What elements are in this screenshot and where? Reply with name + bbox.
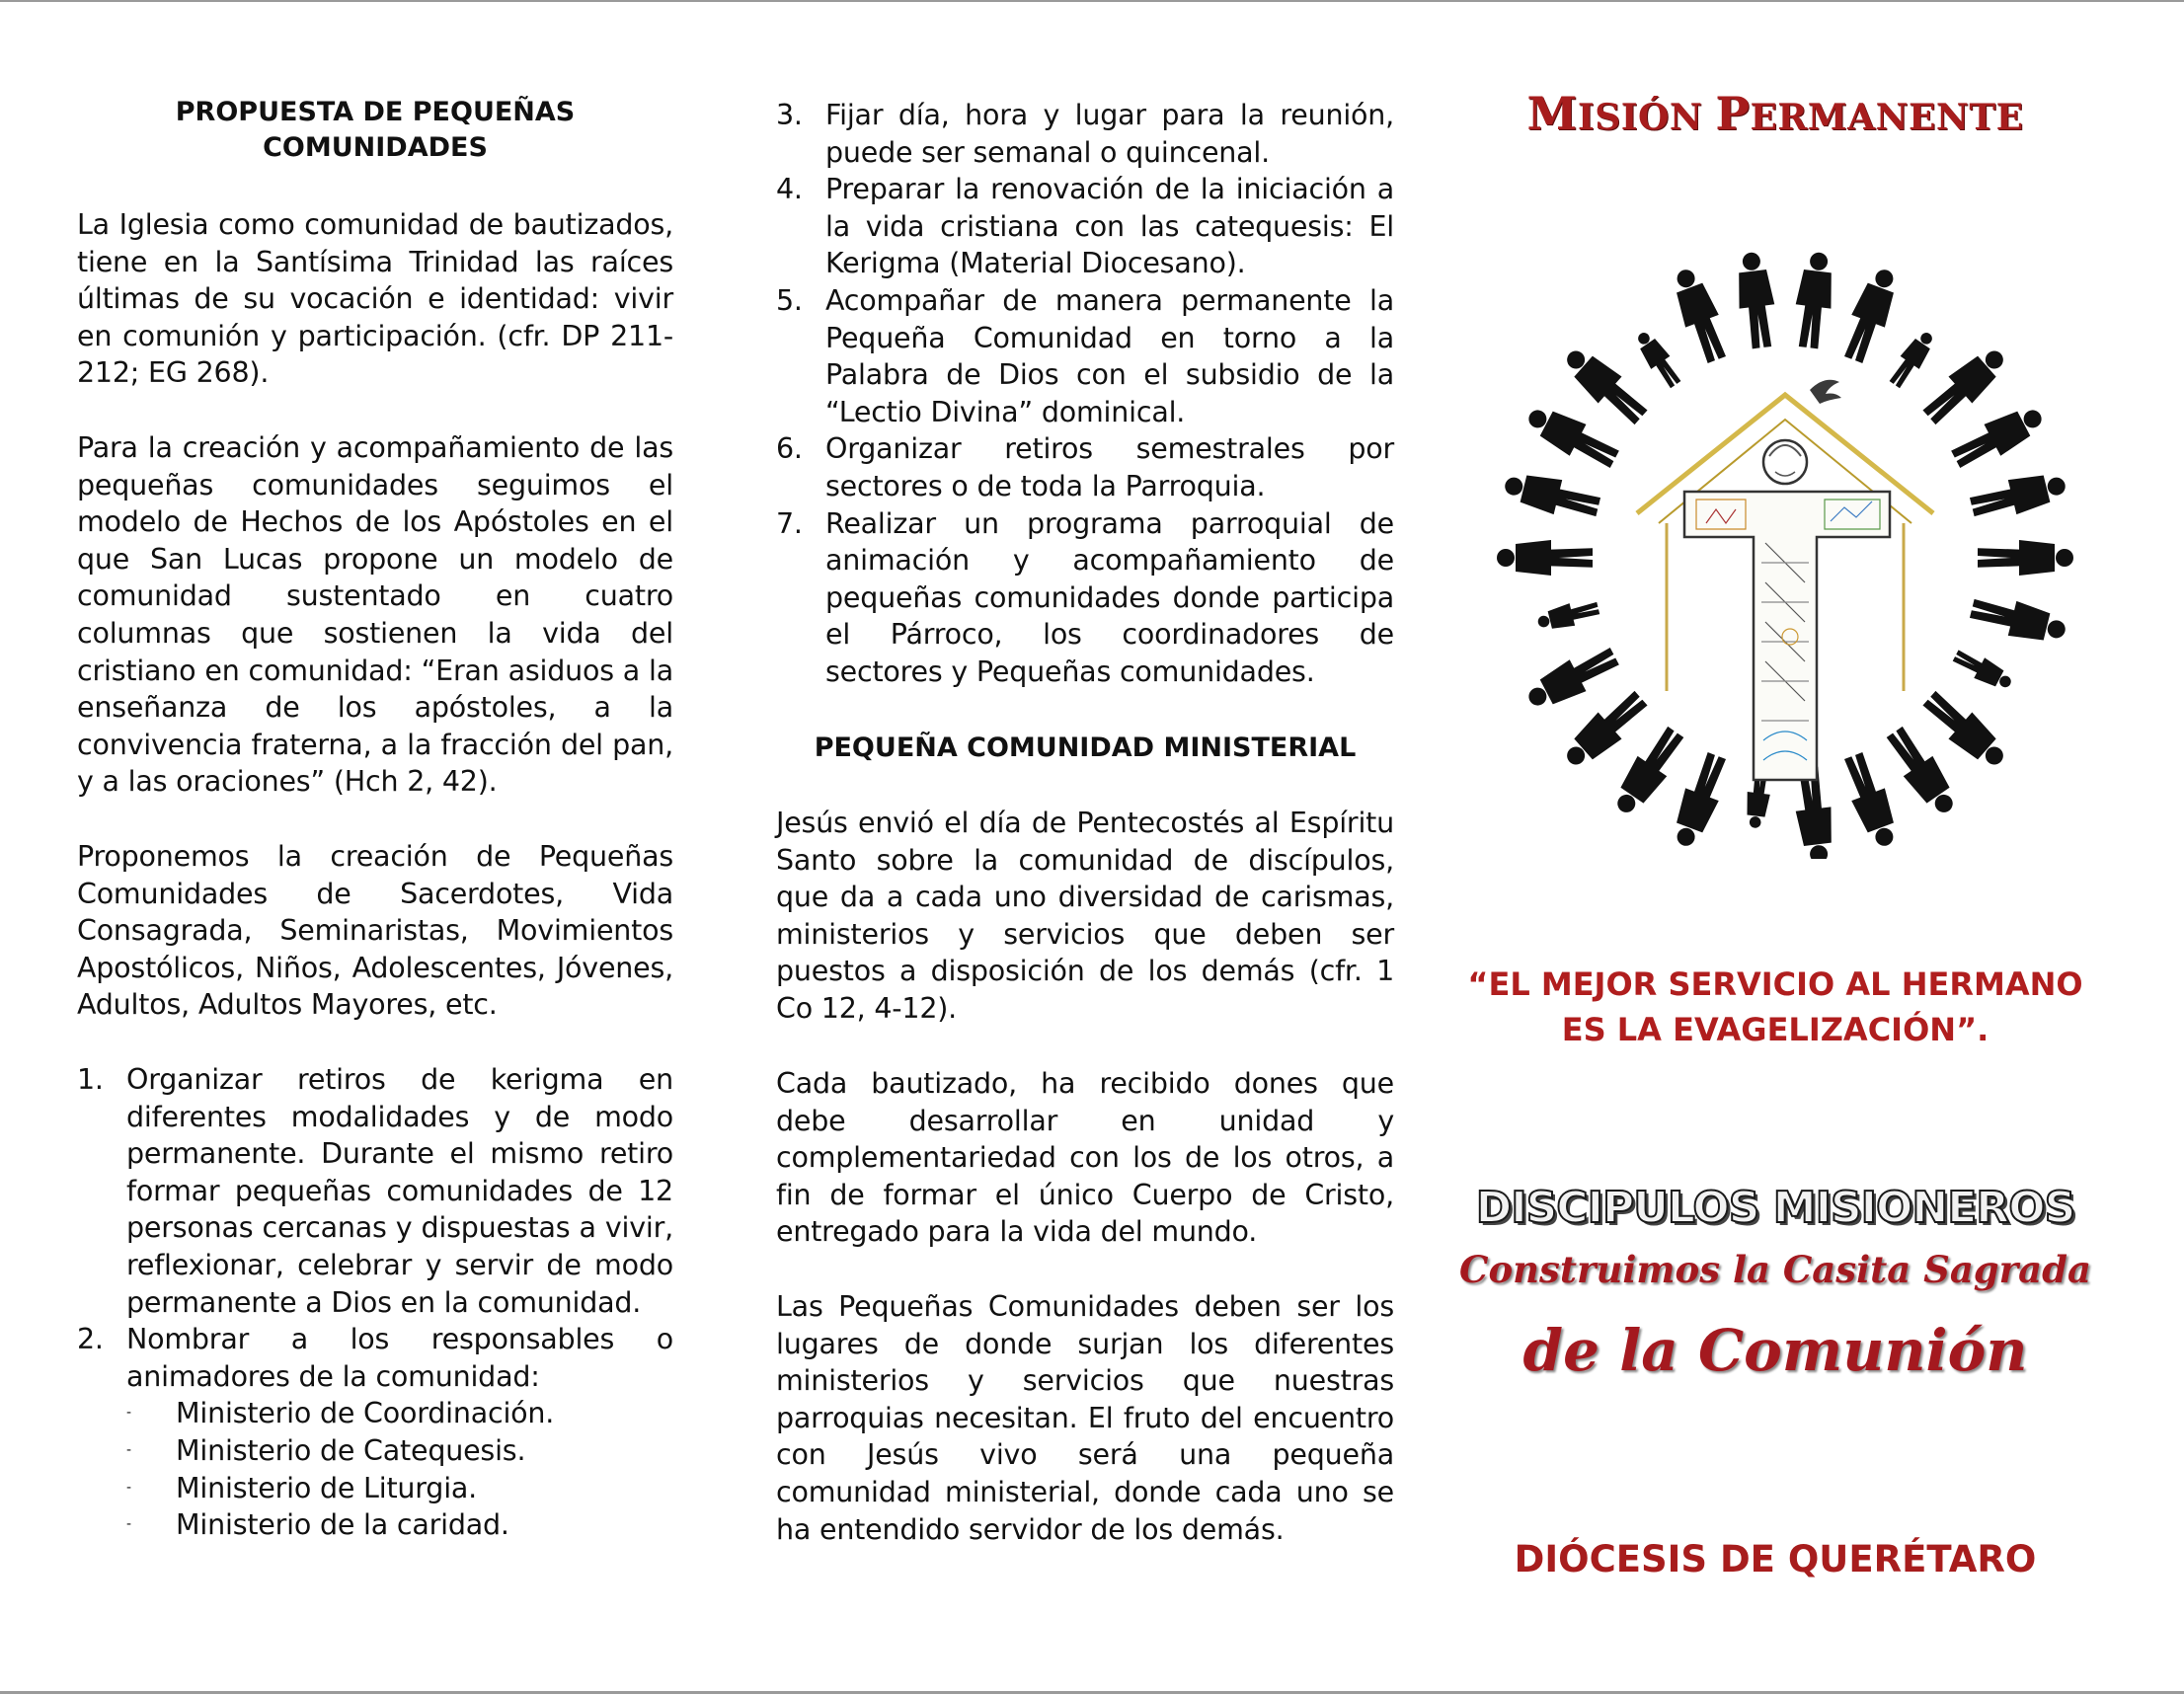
- person-silhouette-icon: [1791, 251, 1837, 350]
- middle-paragraph-1: Jesús envió el día de Pentecostés al Espíritu Santo sobre la comunidad de discípulos, que da a cada uno diversidad de carismas, ministerios y servicios que deben ser puestos a disposición de los demás (cfr. 1 Co 12, 4-12).: [776, 807, 1394, 1025]
- list-item: [77, 1321, 673, 1544]
- ministry-item-text: Ministerio de Catequesis.: [176, 1433, 526, 1467]
- person-silhouette-icon: [1557, 341, 1653, 430]
- dash-bullet: -: [126, 1441, 131, 1458]
- list-item-number: 7.: [776, 506, 803, 540]
- dash-bullet: -: [126, 1516, 131, 1533]
- logo-graphic: [1489, 227, 2081, 859]
- list-item-text: Preparar la renovación de la iniciación a la vida cristiana con las catequesis: El Kerigma (Material Diocesano).: [825, 173, 1394, 280]
- dash-bullet: -: [126, 1405, 131, 1422]
- list-item-text: Nombrar a los responsables o animadores de la comunidad:: [126, 1323, 673, 1393]
- list-item: [776, 282, 1394, 430]
- mission-title-initial-p: P: [1715, 87, 1751, 140]
- left-heading-line1: PROPUESTA DE PEQUEÑAS: [175, 97, 576, 127]
- list-item-text: Realizar un programa parroquial de animación y acompañamiento de pequeñas comunidades donde participa el Párroco, los coordinadores de sectores y Pequeñas comunidades.: [825, 506, 1394, 688]
- ministry-item-text: Ministerio de Liturgia.: [176, 1471, 478, 1504]
- disciples-subtitle-1: Construimos la Casita Sagrada: [1459, 1248, 2091, 1291]
- people-circle-cross-logo: [1489, 227, 2081, 859]
- mission-title-rest-2: ERMANENTE: [1750, 97, 2024, 138]
- person-silhouette-icon: [1885, 327, 1939, 391]
- list-item-number: 1.: [77, 1063, 104, 1096]
- person-silhouette-icon: [1497, 540, 1593, 576]
- disciples-subtitle-2: de la Comunión: [1522, 1317, 2028, 1384]
- person-silhouette-icon: [1667, 749, 1734, 851]
- person-silhouette-icon: [1631, 327, 1685, 391]
- ministry-item: [126, 1432, 673, 1470]
- list-item-number: 2.: [77, 1323, 104, 1356]
- diocese-name: DIÓCESIS DE QUERÉTARO: [1514, 1538, 2037, 1580]
- list-item-number: 5.: [776, 283, 803, 317]
- person-silhouette-icon: [1521, 399, 1623, 475]
- person-silhouette-icon: [1733, 251, 1779, 350]
- motto-line-1: “EL MEJOR SERVICIO AL HERMANO: [1467, 965, 2083, 1003]
- list-item-number: 3.: [776, 99, 803, 131]
- left-paragraph-2: Para la creación y acompañamiento de las pequeñas comunidades seguimos el modelo de Hechos de los Apóstoles en el que San Lucas propone un modelo de comunidad sustentado en cuatro columnas que sostienen la vida del cristiano en comunidad: “Eran asiduos a la enseñanza de los apóstoles, a la convivencia fraterna, a la fracción del pan, y a las oraciones” (Hch 2, 42).: [77, 431, 673, 799]
- holy-spirit-dove-icon: [1810, 380, 1841, 404]
- left-heading-line2: COMUNIDADES: [263, 132, 488, 163]
- person-silhouette-icon: [1950, 646, 2015, 695]
- middle-numbered-list: [776, 97, 1394, 691]
- middle-heading: PEQUEÑA COMUNIDAD MINISTERIAL: [814, 732, 1357, 763]
- list-item: [77, 1061, 673, 1321]
- list-item-text: Organizar retiros de kerigma en diferentes modalidades y de modo permanente. Durante el mismo retiro formar pequeñas comunidades de 12 personas cercanas y dispuestas a vivir, reflexionar, celebrar y servir de modo permanente a Dios en la comunidad.: [126, 1063, 673, 1319]
- ministry-item: [126, 1506, 673, 1544]
- ministry-item: [126, 1470, 673, 1507]
- mission-title: [1449, 87, 2101, 140]
- mission-title-initial-m: M: [1526, 87, 1578, 140]
- person-silhouette-icon: [1917, 341, 2013, 430]
- ministry-item-text: Ministerio de la caridad.: [176, 1508, 509, 1542]
- ministry-item: [126, 1395, 673, 1432]
- left-paragraph-3: Proponemos la creación de Pequeñas Comunidades de Sacerdotes, Vida Consagrada, Seminaristas, Movimientos Apostólicos, Niños, Adolescentes, Jóvenes, Adultos, Adultos Mayores, etc.: [77, 840, 673, 1022]
- person-silhouette-icon: [1836, 749, 1904, 851]
- person-silhouette-icon: [1968, 591, 2069, 649]
- list-item: [776, 505, 1394, 691]
- person-silhouette-icon: [1947, 399, 2049, 475]
- christ-cross-icon: [1684, 440, 1890, 780]
- list-item: [776, 97, 1394, 171]
- ministry-item-text: Ministerio de Coordinación.: [176, 1397, 555, 1430]
- middle-paragraph-2: Cada bautizado, ha recibido dones que debe desarrollar en unidad y complementariedad con los de los otros, a fin de formar el único Cuerpo de Cristo, entregado para la vida del mundo.: [776, 1067, 1394, 1249]
- motto: [1449, 962, 2101, 1052]
- person-silhouette-icon: [1501, 467, 1602, 524]
- list-item-text: Fijar día, hora y lugar para la reunión, puede ser semanal o quincenal.: [825, 99, 1394, 169]
- list-item-text: Acompañar de manera permanente la Pequeña Comunidad en torno a la Palabra de Dios con el subsidio de la “Lectio Divina” dominical.: [825, 283, 1394, 428]
- middle-paragraph-3: Las Pequeñas Comunidades deben ser los lugares de donde surjan los diferentes ministerios y servicios que nuestras parroquias necesitan. El fruto del encuentro con Jesús vivo será una pequeña comunidad ministerial, donde cada uno se ha entendido servidor de los demás.: [776, 1290, 1394, 1546]
- list-item: [776, 171, 1394, 282]
- person-silhouette-icon: [1978, 540, 2073, 576]
- mission-title-rest-1: ISIÓN: [1577, 97, 1716, 138]
- left-paragraph-1: La Iglesia como comunidad de bautizados, tiene en la Santísima Trinidad las raíces últimas de su vocación e identidad: vivir en comunión y participación. (cfr. DP 211-212; EG 268).: [77, 208, 673, 390]
- list-item: [776, 430, 1394, 504]
- person-silhouette-icon: [1535, 597, 1600, 635]
- left-heading: [77, 95, 673, 166]
- page-edge-top: [0, 0, 2184, 2]
- dash-bullet: -: [126, 1479, 131, 1496]
- list-item-number: 4.: [776, 173, 803, 206]
- list-item-text: Organizar retiros semestrales por sectores o de toda la Parroquia.: [825, 432, 1394, 502]
- person-silhouette-icon: [1836, 264, 1904, 365]
- motto-line-2: ES LA EVAGELIZACIÓN”.: [1561, 1011, 1989, 1048]
- list-item-number: 6.: [776, 432, 803, 466]
- disciples-title: DISCIPULOS MISIONEROS: [1475, 1183, 2075, 1233]
- person-silhouette-icon: [1968, 467, 2069, 524]
- person-silhouette-icon: [1667, 264, 1734, 365]
- person-silhouette-icon: [1521, 641, 1623, 717]
- left-numbered-list: [77, 1061, 673, 1544]
- ministry-sublist: [126, 1395, 673, 1543]
